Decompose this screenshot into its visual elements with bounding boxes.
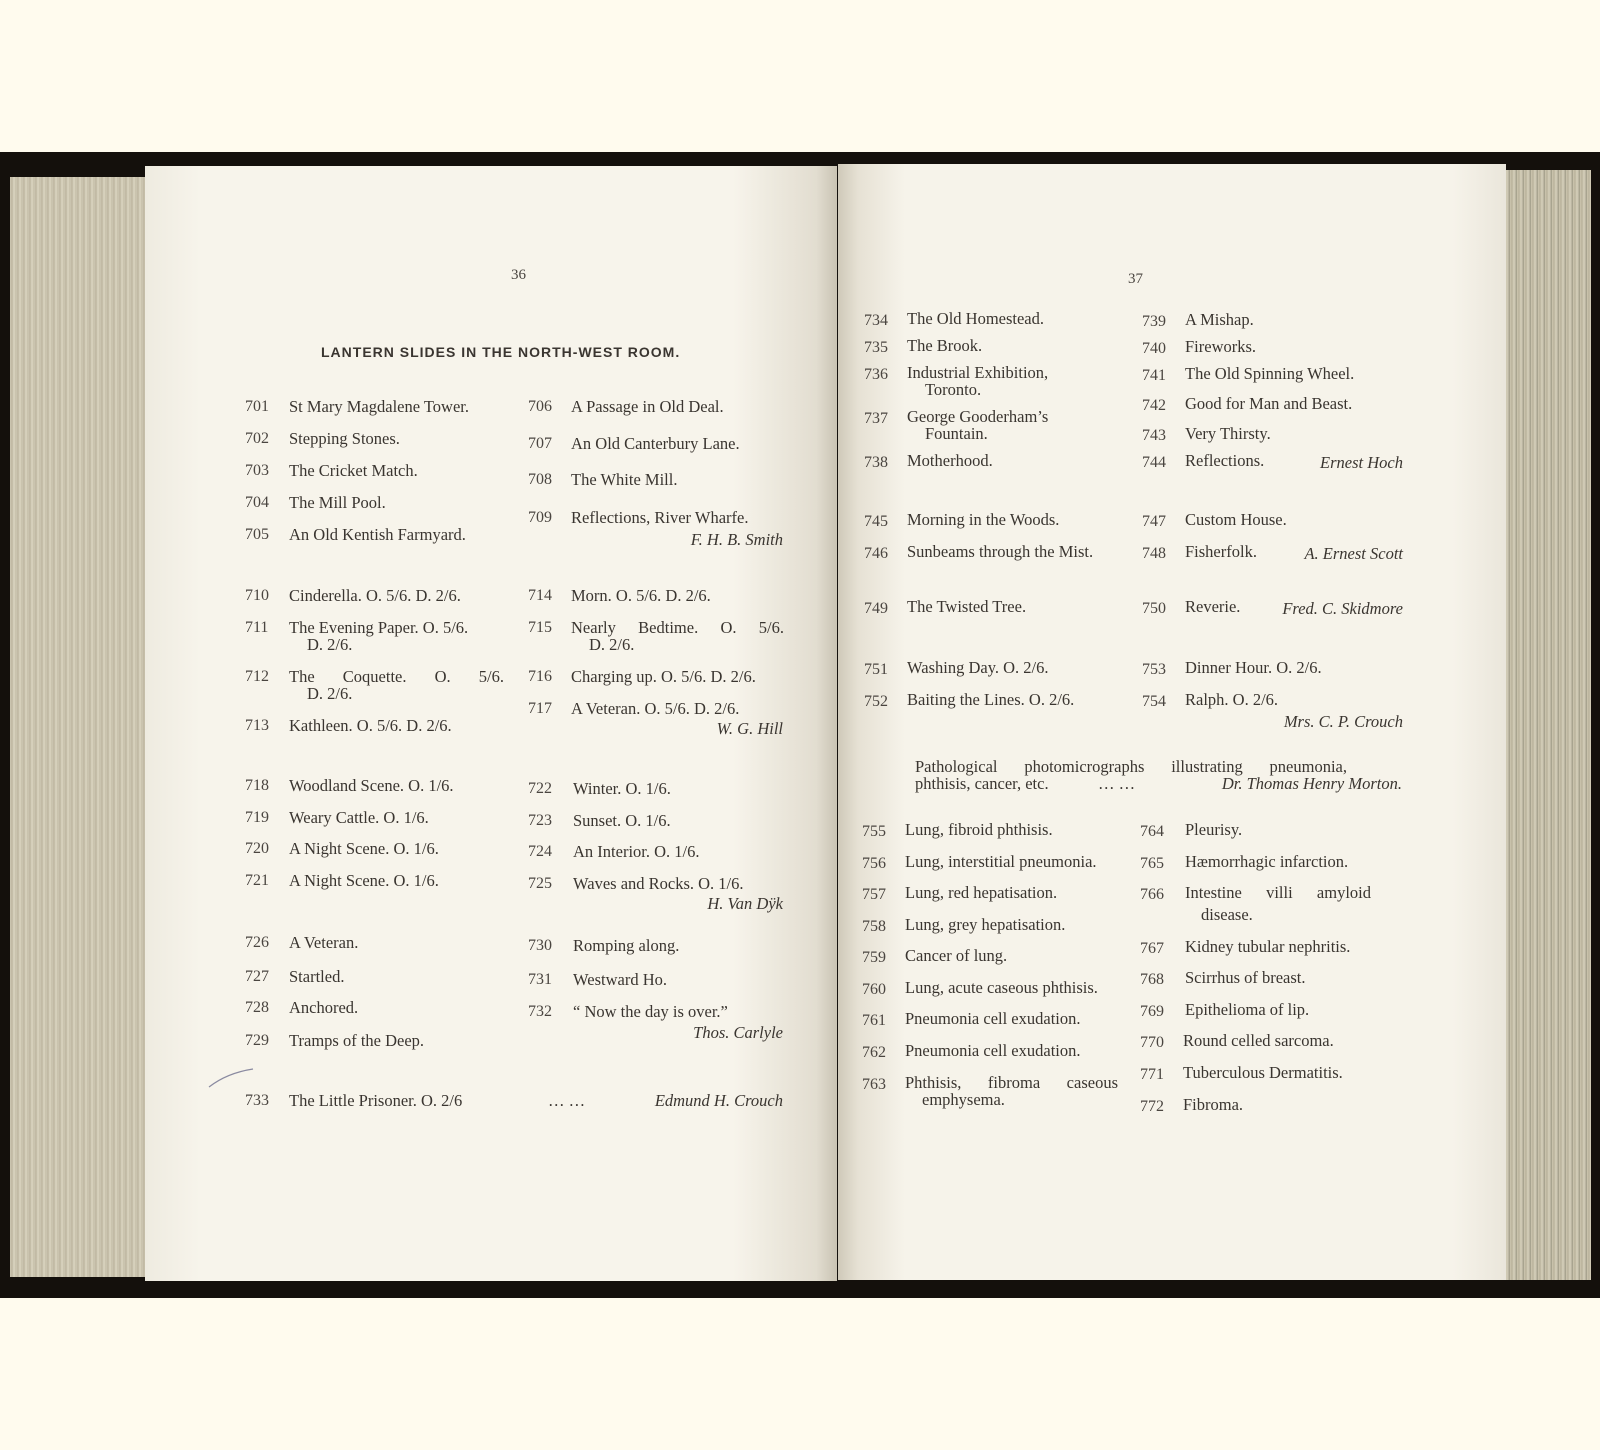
book: [0, 152, 1600, 1298]
page-number: 37: [1128, 271, 1143, 287]
artist-credit: Mrs. C. P. Crouch: [1283, 712, 1403, 731]
page-edges-left: [10, 177, 148, 1277]
artist-credit: A. Ernest Scott: [1304, 544, 1403, 563]
artist-credit: Ernest Hoch: [1320, 453, 1403, 472]
artist-credit: F. H. B. Smith: [690, 530, 783, 549]
artist-credit: Fred. C. Skidmore: [1282, 599, 1403, 618]
left-page: 36 LANTERN SLIDES IN THE NORTH-WEST ROOM. 701 St Mary Magdalene Tower. 702 Stepping Stones. 703 The Cricket Match. 704 The Mill Pool. 705 An Old Kentish Farmyard. 706 A Passage in Old Deal. 707 An Old Canterbury Lane. 708 The White Mill. 709 Reflections, River Wharfe. F. H. B. Smith 710 Cinderella. O. 5/6. D. 2/6. 711 The Evening Paper. O. 5/6. D. 2/6. 712 The Coquette. O. 5/6. D. 2/6. 713 Kathleen. O. 5/6. D. 2/6. 714 Morn. O. 5/6. D. 2/6. 715 Nearly Bedtime. O. 5/6. D. 2/6. 716 Charging up. O. 5/6. D. 2/6. 717 A Veteran. O. 5/6. D. 2/6. W. G. Hill 718 Woodland Scene. O. 1/6. 719 Weary Cattle. O. 1/6. 720 A Night Scene. O. 1/6. 721 A Night Scene. O. 1/6. 722 Winter. O. 1/6. 723 Sunset. O. 1/6. 724 An Interior. O. 1/6. 725 Waves and Rocks. O. 1/6. H. Van Dÿk 726 A Veteran. 727 Startled. 728 Anchored. 729 Tramps of the Deep. 730 Romping along. 731 Westward Ho. 732 “ Now the day is over.” Thos. Carlyle 733 The Little Prisoner. O. 2/6 … … Edmund H. Crouch: [145, 166, 837, 1281]
author-credit: Dr. Thomas Henry Morton.: [1221, 774, 1402, 793]
artist-credit: Edmund H. Crouch: [654, 1091, 783, 1110]
page-number: 36: [511, 267, 526, 283]
artist-credit: W. G. Hill: [716, 719, 783, 738]
artist-credit: H. Van Dÿk: [707, 894, 783, 913]
pencil-mark: [207, 1061, 257, 1091]
section-heading: LANTERN SLIDES IN THE NORTH-WEST ROOM.: [321, 344, 681, 360]
page-edges-right: [1503, 170, 1591, 1280]
right-page: 37 734 The Old Homestead. 735 The Brook. 736 Industrial Exhibition, Toronto. 737 George Gooderham’s Fountain. 738 Motherhood. 739 A Mishap. 740 Fireworks. 741 The Old Spinning Wheel. 742 Good for Man and Beast. 743 Very Thirsty. 744 Reflections. Ernest Hoch 745 Morning in the Woods. 746 Sunbeams through the Mist. 747 Custom House. 748 Fisherfolk. A. Ernest Scott 749 The Twisted Tree. 750 Reverie. Fred. C. Skidmore 751 Washing Day. O. 2/6. 752 Baiting the Lines. O. 2/6. 753 Dinner Hour. O. 2/6. 754 Ralph. O. 2/6. Mrs. C. P. Crouch Pathological photomicrographs illustrating pneumonia, phthisis, cancer, etc. … … Dr. Thomas Henry Morton. 755 Lung, fibroid phthisis. 756 Lung, interstitial pneumonia. 757 Lung, red hepatisation. 758 Lung, grey hepatisation. 759 Cancer of lung. 760 Lung, acute caseous phthisis. 761 Pneumonia cell exudation. 762 Pneumonia cell exudation. 763 Phthisis, fibroma caseous emphysema. 764 Pleurisy. 765 Hæmorrhagic infarction. 766 Intestine villi amyloid disease. 767 Kidney tubular nephritis. 768 Scirrhus of breast. 769 Epithelioma of lip. 770 Round celled sarcoma. 771 Tuberculous Dermatitis. 772 Fibroma.: [838, 164, 1506, 1280]
artist-credit: Thos. Carlyle: [693, 1023, 783, 1042]
